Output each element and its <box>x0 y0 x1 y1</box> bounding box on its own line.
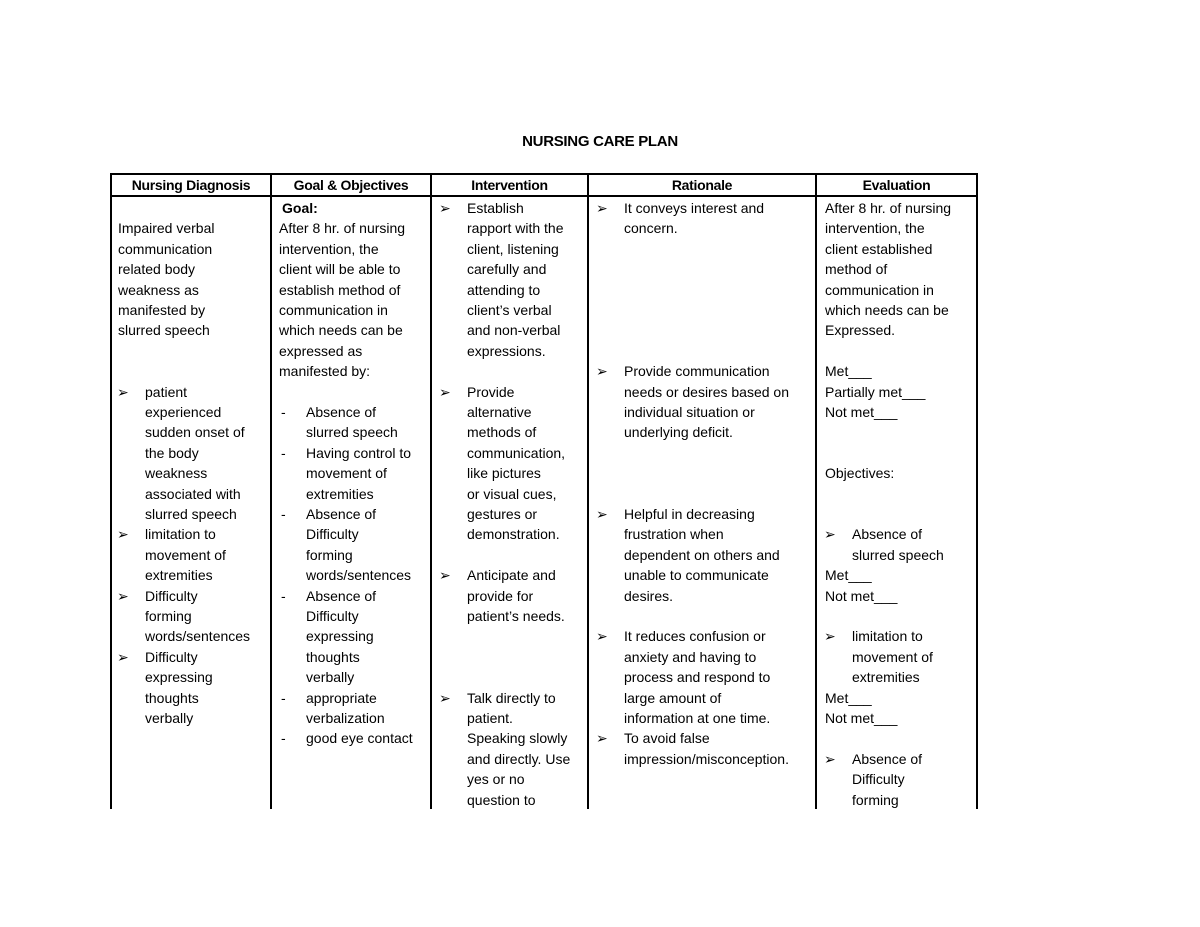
evaluation-status: Not met___ <box>825 404 898 420</box>
goal-heading: Goal: <box>282 200 318 216</box>
diagnosis-bullet-text: the body <box>145 444 199 461</box>
evaluation-objective-text: forming <box>852 791 899 808</box>
goal-text: intervention, the <box>279 240 379 257</box>
evaluation-text: communication in <box>825 281 934 298</box>
dash-bullet: - <box>281 444 286 461</box>
diagnosis-text: communication <box>118 240 213 257</box>
evaluation-objective-mark: Met___ <box>825 689 872 706</box>
intervention-text: expressions. <box>467 342 546 359</box>
goal-objective-text: extremities <box>306 485 374 502</box>
col-border-5 <box>976 173 978 809</box>
goal-objective-text: Difficulty <box>306 608 359 624</box>
diagnosis-bullet-text: slurred speech <box>145 506 237 522</box>
goal-objective-text: movement of <box>306 465 387 482</box>
diagnosis-text: Impaired verbal <box>118 220 215 237</box>
intervention-text: gestures or <box>467 506 538 522</box>
col-border-1 <box>270 173 272 809</box>
arrow-bullet-icon: ➢ <box>596 363 608 380</box>
diagnosis-bullet-text: Difficulty <box>145 648 198 665</box>
rationale-text: It reduces confusion or <box>624 628 766 645</box>
evaluation-objectives-label: Objectives: <box>825 465 895 482</box>
rationale-text: impression/misconception. <box>624 750 789 767</box>
evaluation-text: which needs can be <box>825 302 949 318</box>
arrow-bullet-icon: ➢ <box>117 587 129 604</box>
diagnosis-bullet-text: Difficulty <box>145 587 198 604</box>
goal-objective-text: Absence of <box>306 404 377 420</box>
intervention-text: carefully and <box>467 261 547 278</box>
goal-objective-text: good eye contact <box>306 730 413 747</box>
goal-text: establish method of <box>279 281 401 298</box>
rationale-text: information at one time. <box>624 710 771 726</box>
evaluation-objective-mark: Not met___ <box>825 587 898 604</box>
diagnosis-bullet-text: sudden onset of <box>145 424 245 441</box>
evaluation-objective-text: movement of <box>852 648 933 665</box>
dash-bullet: - <box>281 587 286 604</box>
arrow-bullet-icon: ➢ <box>596 200 608 216</box>
rationale-text: Provide communication <box>624 363 770 380</box>
rationale-text: concern. <box>624 220 678 237</box>
header-bottom-border <box>110 195 978 197</box>
evaluation-objective-text: Difficulty <box>852 771 905 788</box>
arrow-bullet-icon: ➢ <box>824 526 836 543</box>
arrow-bullet-icon: ➢ <box>596 628 608 645</box>
intervention-text: or visual cues, <box>467 485 557 502</box>
evaluation-text: intervention, the <box>825 220 925 237</box>
goal-text: client will be able to <box>279 261 401 278</box>
col-border-0 <box>110 173 112 809</box>
diagnosis-bullet-text: words/sentences <box>145 628 251 645</box>
rationale-text: unable to communicate <box>624 567 769 584</box>
goal-text: After 8 hr. of nursing <box>279 220 406 237</box>
arrow-bullet-icon: ➢ <box>117 383 129 400</box>
arrow-bullet-icon: ➢ <box>117 648 129 665</box>
intervention-text: demonstration. <box>467 526 560 543</box>
intervention-text: Provide <box>467 383 515 400</box>
goal-text: manifested by: <box>279 363 371 380</box>
intervention-text: communication, <box>467 444 566 461</box>
diagnosis-bullet-text: expressing <box>145 669 213 686</box>
goal-objective-text: Having control to <box>306 444 412 461</box>
rationale-text: anxiety and having to <box>624 648 757 665</box>
intervention-text: attending to <box>467 281 541 298</box>
rationale-text: large amount of <box>624 689 722 706</box>
intervention-text: patient’s needs. <box>467 608 565 624</box>
header-rationale: Rationale <box>671 177 733 193</box>
dash-bullet: - <box>281 730 286 747</box>
goal-objective-text: slurred speech <box>306 424 398 441</box>
arrow-bullet-icon: ➢ <box>596 730 608 747</box>
goal-objective-text: appropriate <box>306 689 377 706</box>
evaluation-text: client established <box>825 240 933 257</box>
diagnosis-text: weakness as <box>118 281 199 298</box>
rationale-text: process and respond to <box>624 669 771 686</box>
intervention-text: provide for <box>467 587 534 604</box>
goal-objective-text: thoughts <box>306 648 360 665</box>
intervention-text: and directly. Use <box>467 750 571 767</box>
evaluation-objective-mark: Met___ <box>825 567 872 584</box>
intervention-text: alternative <box>467 404 532 420</box>
diagnosis-bullet-text: associated with <box>145 485 241 502</box>
intervention-text: Talk directly to <box>467 689 556 706</box>
dash-bullet: - <box>281 404 286 420</box>
rationale-text: desires. <box>624 587 674 604</box>
goal-objective-text: expressing <box>306 628 374 645</box>
diagnosis-text: related body <box>118 261 196 278</box>
header-nursing-diagnosis: Nursing Diagnosis <box>131 177 251 193</box>
diagnosis-bullet-text: forming <box>145 608 192 624</box>
arrow-bullet-icon: ➢ <box>596 506 608 522</box>
header-intervention: Intervention <box>471 177 548 193</box>
intervention-text: yes or no <box>467 771 525 788</box>
evaluation-objective-mark: Not met___ <box>825 710 898 726</box>
diagnosis-bullet-text: verbally <box>145 710 194 726</box>
diagnosis-bullet-text: extremities <box>145 567 213 584</box>
dash-bullet: - <box>281 506 286 522</box>
rationale-text: underlying deficit. <box>624 424 733 441</box>
evaluation-text: method of <box>825 261 888 278</box>
goal-objective-text: Difficulty <box>306 526 359 543</box>
intervention-text: question to <box>467 791 536 808</box>
evaluation-objective-text: Absence of <box>852 526 923 543</box>
rationale-text: dependent on others and <box>624 546 780 563</box>
arrow-bullet-icon: ➢ <box>824 628 836 645</box>
goal-objective-text: verbalization <box>306 710 385 726</box>
diagnosis-bullet-text: thoughts <box>145 689 199 706</box>
header-evaluation: Evaluation <box>862 177 931 193</box>
page-title: NURSING CARE PLAN <box>522 133 678 150</box>
diagnosis-bullet-text: patient <box>145 383 188 400</box>
goal-objective-text: Absence of <box>306 506 377 522</box>
diagnosis-bullet-text: experienced <box>145 404 222 420</box>
goal-text: communication in <box>279 302 388 318</box>
rationale-text: To avoid false <box>624 730 710 747</box>
rationale-text: needs or desires based on <box>624 383 789 400</box>
diagnosis-bullet-text: weakness <box>145 465 208 482</box>
rationale-text: individual situation or <box>624 404 755 420</box>
evaluation-text: After 8 hr. of nursing <box>825 200 952 216</box>
arrow-bullet-icon: ➢ <box>439 200 451 216</box>
header-goal-objectives: Goal & Objectives <box>293 177 409 193</box>
goal-objective-text: verbally <box>306 669 355 686</box>
intervention-text: Anticipate and <box>467 567 556 584</box>
diagnosis-text: manifested by <box>118 302 206 318</box>
evaluation-objective-text: Absence of <box>852 750 923 767</box>
goal-objective-text: Absence of <box>306 587 377 604</box>
intervention-text: like pictures <box>467 465 541 482</box>
dash-bullet: - <box>281 689 286 706</box>
intervention-text: rapport with the <box>467 220 564 237</box>
intervention-text: client’s verbal <box>467 302 552 318</box>
rationale-text: frustration when <box>624 526 724 543</box>
evaluation-status: Met___ <box>825 363 872 380</box>
intervention-text: methods of <box>467 424 537 441</box>
col-border-4 <box>815 173 817 809</box>
intervention-text: client, listening <box>467 240 559 257</box>
arrow-bullet-icon: ➢ <box>117 526 129 543</box>
arrow-bullet-icon: ➢ <box>439 567 451 584</box>
arrow-bullet-icon: ➢ <box>824 750 836 767</box>
evaluation-objective-text: limitation to <box>852 628 923 645</box>
goal-text: which needs can be <box>279 322 403 339</box>
goal-objective-text: words/sentences <box>306 567 412 584</box>
goal-text: expressed as <box>279 342 363 359</box>
evaluation-objective-text: slurred speech <box>852 546 944 563</box>
intervention-text: Speaking slowly <box>467 730 568 747</box>
diagnosis-bullet-text: limitation to <box>145 526 216 543</box>
rationale-text: It conveys interest and <box>624 200 765 216</box>
col-border-3 <box>587 173 589 809</box>
evaluation-status: Partially met___ <box>825 383 926 400</box>
goal-objective-text: forming <box>306 546 353 563</box>
intervention-text: patient. <box>467 710 513 726</box>
diagnosis-text: slurred speech <box>118 322 210 339</box>
rationale-text: Helpful in decreasing <box>624 506 755 522</box>
intervention-text: Establish <box>467 200 524 216</box>
col-border-2 <box>430 173 432 809</box>
arrow-bullet-icon: ➢ <box>439 383 451 400</box>
intervention-text: and non-verbal <box>467 322 561 339</box>
diagnosis-bullet-text: movement of <box>145 546 226 563</box>
evaluation-text: Expressed. <box>825 322 896 339</box>
evaluation-objective-text: extremities <box>852 669 920 686</box>
arrow-bullet-icon: ➢ <box>439 689 451 706</box>
